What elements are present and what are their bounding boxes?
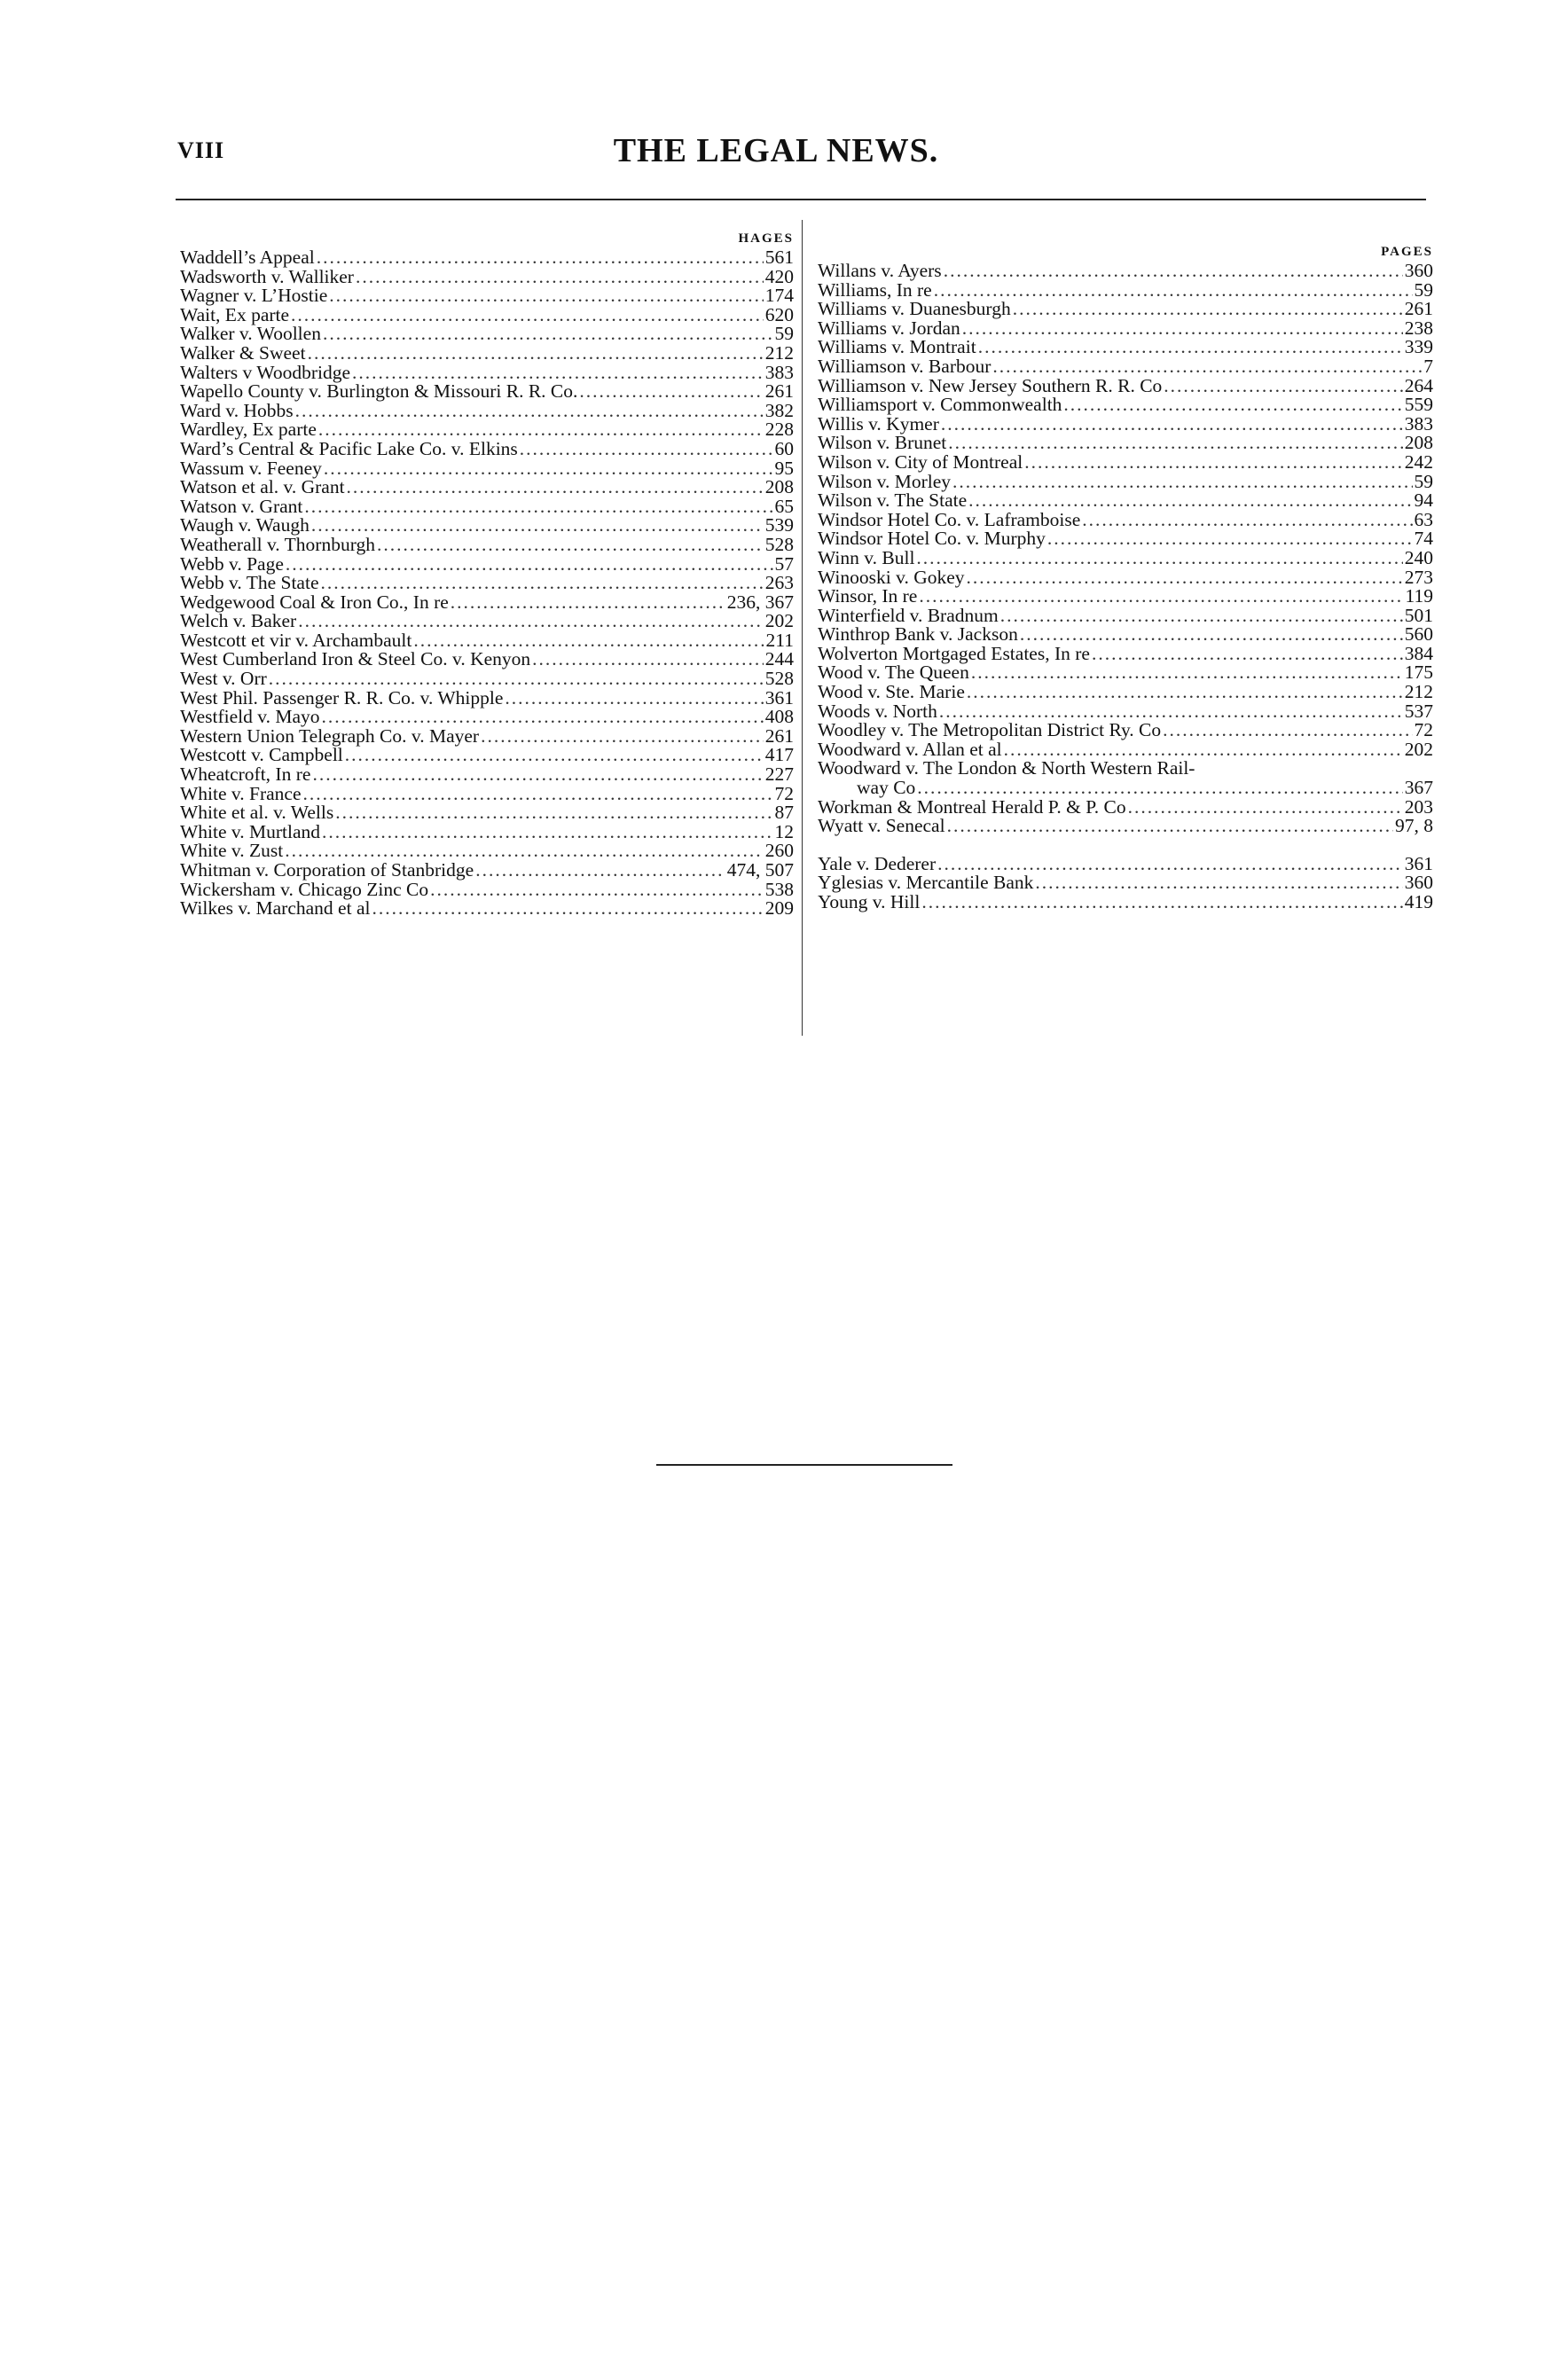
dot-leader bbox=[285, 842, 764, 861]
page-reference: 74 bbox=[1414, 528, 1433, 550]
page-reference: 208 bbox=[764, 476, 794, 498]
dot-leader bbox=[947, 817, 1393, 836]
case-name: Wardley, Ex parte bbox=[180, 419, 317, 441]
dot-leader bbox=[917, 779, 1402, 798]
page-reference: 59 bbox=[1414, 278, 1433, 301]
dot-leader bbox=[952, 473, 1412, 492]
case-name: Woodley v. The Metropolitan District Ry. Co bbox=[818, 719, 1162, 741]
dot-leader bbox=[451, 593, 725, 613]
dot-leader bbox=[520, 440, 773, 459]
index-entry bbox=[818, 300, 1433, 319]
index-entry bbox=[180, 803, 794, 823]
case-name: Williamson v. Barbour bbox=[818, 355, 992, 377]
index-entry bbox=[818, 374, 1433, 396]
dot-leader bbox=[921, 893, 1402, 912]
case-name: Wilson v. City of Montreal bbox=[818, 450, 1023, 473]
case-name: White v. France bbox=[180, 782, 302, 804]
page-reference: 361 bbox=[764, 686, 794, 709]
page-reference: 94 bbox=[1414, 489, 1433, 512]
dot-leader bbox=[321, 574, 764, 593]
case-name: White et al. v. Wells bbox=[180, 802, 334, 824]
dot-leader bbox=[948, 434, 1403, 453]
page-reference: 63 bbox=[1414, 508, 1433, 530]
index-entry bbox=[180, 724, 794, 747]
page-reference: 361 bbox=[1404, 852, 1433, 874]
column-divider bbox=[802, 220, 803, 1036]
case-name: West Phil. Passenger R. R. Co. v. Whipple bbox=[180, 686, 504, 709]
dot-leader bbox=[347, 478, 764, 497]
left-index-column bbox=[180, 229, 794, 919]
page-reference: 95 bbox=[774, 457, 794, 479]
page-reference: 260 bbox=[764, 840, 794, 862]
page-reference: 273 bbox=[1404, 566, 1433, 588]
left-entry-list bbox=[180, 248, 794, 919]
page-reference: 383 bbox=[1404, 412, 1433, 435]
case-name: Walters v Woodbridge bbox=[180, 361, 350, 383]
index-entry bbox=[818, 470, 1433, 492]
index-entry bbox=[180, 459, 794, 479]
index-entry bbox=[180, 612, 794, 631]
index-entry bbox=[180, 765, 794, 785]
page-reference: 211 bbox=[765, 629, 794, 651]
dot-leader bbox=[1092, 645, 1403, 664]
page-reference: 384 bbox=[1404, 642, 1433, 664]
index-entry bbox=[818, 795, 1433, 818]
case-name: Yale v. Dederer bbox=[818, 852, 937, 874]
page-reference: 174 bbox=[764, 285, 794, 307]
index-entry bbox=[180, 399, 794, 421]
index-entry bbox=[818, 529, 1433, 549]
index-entry bbox=[180, 286, 794, 306]
page-reference: 339 bbox=[1404, 336, 1433, 358]
index-entry bbox=[180, 708, 794, 727]
dot-leader bbox=[1020, 625, 1403, 645]
page-reference: 87 bbox=[774, 802, 794, 824]
case-name: Winsor, In re bbox=[818, 585, 918, 607]
index-entry bbox=[818, 817, 1433, 836]
page-reference: 227 bbox=[764, 763, 794, 786]
index-entry bbox=[818, 338, 1433, 357]
dot-leader bbox=[1063, 395, 1402, 415]
case-name: White v. Zust bbox=[180, 840, 284, 862]
dot-leader bbox=[919, 587, 1403, 607]
case-name: Ward v. Hobbs bbox=[180, 399, 294, 421]
case-name: Woods v. North bbox=[818, 700, 937, 722]
case-name: Windsor Hotel Co. v. Murphy bbox=[818, 528, 1046, 550]
case-name: Wheatcroft, In re bbox=[180, 763, 311, 786]
dot-leader bbox=[372, 899, 763, 919]
index-entry bbox=[818, 852, 1433, 874]
index-entry bbox=[180, 325, 794, 344]
page-reference: 238 bbox=[1404, 317, 1433, 339]
page-reference: 263 bbox=[764, 572, 794, 594]
index-entry bbox=[180, 842, 794, 861]
page-reference: 261 bbox=[1404, 298, 1433, 320]
index-entry bbox=[180, 516, 794, 536]
dot-leader bbox=[1047, 529, 1413, 549]
index-entry bbox=[180, 574, 794, 593]
case-name: Westfield v. Mayo bbox=[180, 706, 320, 728]
page-reference: 360 bbox=[1404, 260, 1433, 281]
page-reference: 209 bbox=[764, 897, 794, 920]
index-entry bbox=[818, 357, 1433, 377]
index-entry bbox=[180, 631, 794, 651]
case-name: Western Union Telegraph Co. v. Mayer bbox=[180, 724, 480, 747]
page-reference: 408 bbox=[764, 706, 794, 728]
case-name: Winooski v. Gokey bbox=[818, 566, 965, 588]
dot-leader bbox=[329, 286, 764, 306]
index-entry bbox=[818, 434, 1433, 453]
page-reference: 244 bbox=[764, 648, 794, 670]
dot-leader bbox=[1163, 721, 1412, 740]
page-reference: 72 bbox=[1414, 719, 1433, 741]
case-name: Wapello County v. Burlington & Missouri R. R. Co. bbox=[180, 380, 578, 403]
index-entry bbox=[818, 683, 1433, 702]
page-reference: 97, 8 bbox=[1395, 815, 1433, 837]
dot-leader bbox=[1164, 377, 1402, 396]
index-entry bbox=[180, 861, 794, 881]
page-reference: 417 bbox=[764, 744, 794, 766]
dot-leader bbox=[377, 536, 764, 555]
case-name: Woodward v. The London & North Western Rail- bbox=[818, 757, 1195, 779]
page-reference: 65 bbox=[774, 495, 794, 517]
page-reference: 202 bbox=[764, 610, 794, 632]
dot-leader bbox=[934, 281, 1413, 301]
dot-leader bbox=[324, 459, 773, 479]
right-entry-list bbox=[818, 262, 1433, 912]
dot-leader bbox=[335, 803, 772, 823]
dot-leader bbox=[430, 881, 764, 900]
dot-leader bbox=[269, 669, 764, 689]
dot-leader bbox=[308, 344, 764, 364]
page-reference: 228 bbox=[764, 419, 794, 441]
page-reference: 59 bbox=[1414, 470, 1433, 492]
page-reference: 360 bbox=[1404, 872, 1433, 894]
page-reference: 620 bbox=[764, 303, 794, 325]
index-entry bbox=[818, 663, 1433, 683]
dot-leader bbox=[579, 382, 763, 402]
index-entry bbox=[180, 782, 794, 804]
dot-leader bbox=[295, 402, 764, 421]
page-reference: 367 bbox=[1404, 777, 1433, 799]
page-reference: 60 bbox=[774, 437, 794, 459]
page-reference: 559 bbox=[1404, 394, 1433, 416]
dot-leader bbox=[356, 268, 764, 287]
page-reference: 420 bbox=[764, 265, 794, 287]
page-reference: 382 bbox=[764, 399, 794, 421]
dot-leader bbox=[1013, 300, 1403, 319]
case-name: Wood v. Ste. Marie bbox=[818, 681, 965, 703]
index-entry bbox=[180, 420, 794, 440]
dot-leader bbox=[1128, 798, 1403, 818]
page-reference: 537 bbox=[1404, 700, 1433, 722]
pages-column-header: HAGES bbox=[738, 231, 794, 246]
case-name: Williamson v. New Jersey Southern R. R. Co bbox=[818, 374, 1163, 396]
case-name: Willans v. Ayers bbox=[818, 260, 942, 281]
case-name: Webb v. The State bbox=[180, 572, 319, 594]
page-reference: 261 bbox=[764, 724, 794, 747]
case-name: White v. Murtland bbox=[180, 820, 321, 842]
case-name: Windsor Hotel Co. v. Laframboise bbox=[818, 508, 1081, 530]
dot-leader bbox=[352, 364, 764, 383]
case-name: West Cumberland Iron & Steel Co. v. Kenyon bbox=[180, 648, 531, 670]
page-reference: 474, 507 bbox=[726, 859, 794, 881]
index-entry bbox=[180, 593, 794, 613]
dot-leader bbox=[304, 497, 772, 517]
index-entry bbox=[180, 248, 794, 268]
dot-leader bbox=[291, 306, 764, 325]
dot-leader bbox=[941, 415, 1403, 435]
index-entry bbox=[180, 533, 794, 555]
page-reference: 240 bbox=[1404, 546, 1433, 568]
dot-leader bbox=[345, 746, 764, 765]
index-entry bbox=[818, 508, 1433, 530]
index-entry bbox=[180, 820, 794, 842]
dot-leader bbox=[298, 612, 764, 631]
index-entry bbox=[180, 437, 794, 459]
case-name: Wedgewood Coal & Iron Co., In re bbox=[180, 591, 449, 613]
dot-leader bbox=[312, 765, 763, 785]
dot-leader bbox=[322, 708, 764, 727]
case-name: Young v. Hill bbox=[818, 891, 921, 912]
page-reference: 12 bbox=[774, 820, 794, 842]
index-entry bbox=[180, 361, 794, 383]
case-name: West v. Orr bbox=[180, 668, 267, 690]
case-name: Williams v. Montrait bbox=[818, 336, 976, 358]
case-name: Wilson v. The State bbox=[818, 489, 968, 512]
case-name: Willis v. Kymer bbox=[818, 412, 939, 435]
index-entry bbox=[818, 625, 1433, 645]
page-reference: 236, 367 bbox=[726, 591, 794, 613]
index-entry bbox=[818, 395, 1433, 415]
case-name: Weatherall v. Thornburgh bbox=[180, 533, 375, 555]
page-reference: 212 bbox=[764, 341, 794, 364]
page-reference: 560 bbox=[1404, 623, 1433, 646]
index-entry bbox=[818, 546, 1433, 568]
index-entry bbox=[180, 686, 794, 709]
page-title: THE LEGAL NEWS. bbox=[613, 132, 939, 169]
index-entry bbox=[818, 412, 1433, 435]
case-name: Williams v. Jordan bbox=[818, 317, 960, 339]
dot-leader bbox=[971, 663, 1403, 683]
page-reference: 175 bbox=[1404, 662, 1433, 684]
index-entry bbox=[818, 702, 1433, 722]
case-name: Williams, In re bbox=[818, 278, 932, 301]
case-name: Watson v. Grant bbox=[180, 495, 303, 517]
page-reference: 539 bbox=[764, 514, 794, 536]
page-reference: 383 bbox=[764, 361, 794, 383]
case-name: Wood v. The Queen bbox=[818, 662, 969, 684]
page-reference: 7 bbox=[1423, 355, 1433, 377]
index-entry bbox=[180, 899, 794, 919]
index-entry bbox=[180, 746, 794, 765]
page-reference: 212 bbox=[1404, 681, 1433, 703]
index-entry bbox=[818, 278, 1433, 301]
case-name: Webb v. Page bbox=[180, 552, 284, 575]
index-entry bbox=[818, 491, 1433, 511]
dot-leader bbox=[968, 491, 1412, 511]
dot-leader bbox=[532, 650, 764, 669]
page-reference: 59 bbox=[774, 323, 794, 345]
dot-leader bbox=[962, 319, 1403, 339]
dot-leader bbox=[916, 549, 1402, 568]
index-entry bbox=[818, 262, 1433, 281]
case-name: Wilson v. Brunet bbox=[818, 432, 947, 454]
right-index-column bbox=[818, 242, 1433, 912]
page-reference: 528 bbox=[764, 668, 794, 690]
dot-leader bbox=[1082, 511, 1412, 530]
page-reference: 242 bbox=[1404, 450, 1433, 473]
index-entry bbox=[818, 893, 1433, 912]
index-entry bbox=[180, 669, 794, 689]
case-name: Wickersham v. Chicago Zinc Co bbox=[180, 878, 429, 900]
dot-leader bbox=[317, 248, 764, 268]
case-name: Waddell’s Appeal bbox=[180, 247, 315, 268]
dot-leader bbox=[937, 855, 1403, 874]
index-entry bbox=[180, 552, 794, 575]
page-number: VIII bbox=[177, 137, 225, 163]
page-reference: 208 bbox=[1404, 432, 1433, 454]
index-entry bbox=[180, 650, 794, 669]
dot-leader bbox=[481, 727, 764, 747]
case-name: Westcott v. Campbell bbox=[180, 744, 343, 766]
dot-leader bbox=[413, 631, 764, 651]
page-reference: 264 bbox=[1404, 374, 1433, 396]
dot-leader bbox=[303, 785, 773, 804]
dot-leader bbox=[505, 689, 763, 709]
index-entry bbox=[818, 450, 1433, 473]
dot-leader bbox=[475, 861, 725, 881]
index-entry bbox=[180, 382, 794, 402]
case-name: Wait, Ex parte bbox=[180, 303, 290, 325]
case-name: Watson et al. v. Grant bbox=[180, 476, 345, 498]
case-name: Workman & Montreal Herald P. & P. Co bbox=[818, 795, 1126, 818]
case-name: Wyatt v. Senecal bbox=[818, 815, 945, 837]
dot-leader bbox=[967, 568, 1403, 588]
case-name: Ward’s Central & Pacific Lake Co. v. Elkins bbox=[180, 437, 518, 459]
page-reference: 57 bbox=[774, 552, 794, 575]
index-entry bbox=[180, 878, 794, 900]
case-name: Wassum v. Feeney bbox=[180, 457, 322, 479]
index-entry bbox=[180, 478, 794, 497]
case-name: Winthrop Bank v. Jackson bbox=[818, 623, 1018, 646]
case-name: Wilson v. Morley bbox=[818, 470, 952, 492]
index-entry bbox=[818, 759, 1433, 779]
dot-leader bbox=[1024, 453, 1403, 473]
index-entry bbox=[818, 319, 1433, 339]
dot-leader bbox=[311, 516, 764, 536]
page-reference: 119 bbox=[1405, 585, 1433, 607]
page-reference: 261 bbox=[764, 380, 794, 403]
dot-leader bbox=[286, 555, 773, 575]
dot-leader bbox=[944, 262, 1403, 281]
dot-leader bbox=[992, 357, 1422, 377]
case-name: Wadsworth v. Walliker bbox=[180, 265, 354, 287]
page-reference: 528 bbox=[764, 533, 794, 555]
case-name: Wilkes v. Marchand et al bbox=[180, 897, 371, 920]
case-name: Waugh v. Waugh bbox=[180, 514, 310, 536]
page-reference: 501 bbox=[1404, 604, 1433, 626]
case-name: Winterfield v. Bradnum bbox=[818, 604, 999, 626]
case-name: Williams v. Duanesburgh bbox=[818, 298, 1011, 320]
pages-column-header: PAGES bbox=[1381, 245, 1433, 259]
dot-leader bbox=[978, 338, 1403, 357]
index-entry bbox=[818, 779, 1433, 798]
index-entry bbox=[818, 604, 1433, 626]
case-name: Woodward v. Allan et al bbox=[818, 738, 1002, 760]
header-rule bbox=[176, 199, 1426, 200]
index-entry bbox=[818, 568, 1433, 588]
dot-leader bbox=[1004, 740, 1403, 760]
dot-leader bbox=[1035, 873, 1402, 893]
index-entry bbox=[180, 303, 794, 325]
dot-leader bbox=[967, 683, 1403, 702]
index-entry bbox=[180, 497, 794, 517]
case-name: Wagner v. L’Hostie bbox=[180, 285, 328, 307]
case-name: Westcott et vir v. Archambault bbox=[180, 629, 412, 651]
case-name: Whitman v. Corporation of Stanbridge bbox=[180, 859, 474, 881]
dot-leader bbox=[1000, 607, 1403, 626]
index-entry bbox=[180, 265, 794, 287]
index-entry bbox=[180, 341, 794, 364]
page-reference: 538 bbox=[764, 878, 794, 900]
dot-leader bbox=[939, 702, 1403, 722]
dot-leader bbox=[323, 325, 773, 344]
case-name: Walker v. Woollen bbox=[180, 323, 321, 345]
case-name: way Co bbox=[857, 777, 916, 799]
page-reference: 419 bbox=[1404, 891, 1433, 912]
index-entry bbox=[818, 740, 1433, 760]
index-entry bbox=[818, 873, 1433, 893]
case-name: Williamsport v. Commonwealth bbox=[818, 394, 1062, 416]
index-entry bbox=[818, 721, 1433, 740]
case-name: Wolverton Mortgaged Estates, In re bbox=[818, 642, 1090, 664]
end-rule bbox=[656, 1464, 952, 1466]
case-name: Winn v. Bull bbox=[818, 546, 915, 568]
case-name: Welch v. Baker bbox=[180, 610, 297, 632]
page-reference: 203 bbox=[1404, 795, 1433, 818]
page-reference: 72 bbox=[774, 782, 794, 804]
case-name: Walker & Sweet bbox=[180, 341, 306, 364]
dot-leader bbox=[322, 823, 772, 842]
page-reference: 561 bbox=[764, 247, 794, 268]
case-name: Yglesias v. Mercantile Bank bbox=[818, 872, 1034, 894]
index-entry bbox=[818, 642, 1433, 664]
dot-leader bbox=[318, 420, 764, 440]
index-entry bbox=[818, 587, 1433, 607]
page-reference: 202 bbox=[1404, 738, 1433, 760]
